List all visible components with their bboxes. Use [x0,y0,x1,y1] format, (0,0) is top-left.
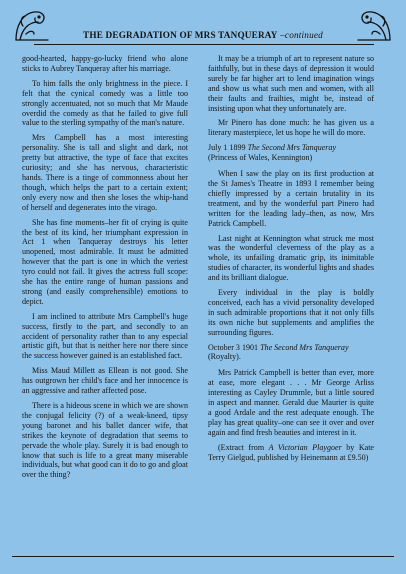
review-date: October 3 1901 [208,342,259,352]
play-title: The Second Mrs Tanqueray [247,143,337,153]
paragraph: There is a hideous scene in which we are shown the conjugal felicity (?) of a weak-kneed, tipsy young baronet and his ballet dancer wife, that strikes the keynote of degradation that seems to pervade the whole play. Surely it is bad enough to know that such is life to a great many miserable individuals, but what good can it do to go and gloat over the thing? [22,401,188,480]
credit-suffix: by Kate Terry Gielgud, published by Heinemann at £9.50) [208,442,375,462]
paragraph: Mrs Patrick Campbell is better than ever, more at ease, more elegant . . . Mr George Arliss interesting as Cayley Drummle, but a little soured in aspect and manner. Gerald due Maurier is quite a good Ardale and the rest adequate enough. The play has great quality–one can see it over and over again and find fresh beauties and interest in it. [208,368,374,437]
paragraph: To him falls the only brightness in the piece. I felt that the cynical comedy was a little too strongly accentuated, not so much that Mr Maude overdid the comedy as that he failed to give full value to the sterling sympathy of the man's nature. [22,78,188,128]
play-title: The Second Mrs Tanqueray [260,342,349,352]
review-heading-1901 [208,343,374,363]
paragraph: Miss Maud Millett as Ellean is not good. She has outgrown her child's face and her innocence is an aggressive and rather affected pose. [22,366,188,396]
page-title [0,30,406,40]
review-date: July 1 1899 [208,143,246,153]
bottom-divider [12,556,394,557]
paragraph: Mrs Campbell has a most interesting personality. She is tall and slight and dark, not pretty but attractive, the type of face that excites curiosity; and she has nervous, characteristic hands. There is a tinge of commonness about her though, which helps the part to a certain extent; only every now and then she loses the whip-hand of herself and degenerates into the virago. [22,133,188,212]
paragraph: Every individual in the play is boldly conceived, each has a vivid personality developed in such admirable proportions that it not only fills its own niche but supplements and amplifies the surrounding figures. [208,288,374,337]
venue: (Princess of Wales, Kennington) [208,153,313,163]
title-main: THE DEGRADATION OF MRS TANQUERAY [83,30,278,40]
paragraph: Mr Pinero has done much: he has given us a literary masterpiece, let us hope he will do more. [208,118,374,138]
paragraph: It may be a triumph of art to represent nature so faithfully, but in these days of depression it would surely be far higher art to lend imagination wings and show us what such men and women, with all their faults and frailties, might be, instead of insisting upon what they unfortunately are. [208,54,374,113]
venue: (Royalty). [208,352,241,362]
paragraph: She has fine moments–her fit of crying is quite the best of its kind, her triumphant expression in Act 1 when Tanqueray destroys his letter unopened, most admirable. It must be admitted however that the part is one in which the veriest tyro could not fail. It gives the actress full scope: she has the entire range of human passions and strong (and easily comprehensible) emotions to depict. [22,217,188,306]
review-heading-1899 [208,143,374,163]
paragraph: Last night at Kennington what struck me most was the wonderful cleverness of the play as a whole, its unfailing dramatic grip, its inimitable studies of character, its wonderful lights and shades and its brilliant dialogue. [208,233,374,283]
credit-book-title: A Victorian Playgoer [268,442,342,452]
paragraph: good-hearted, happy-go-lucky friend who alone sticks to Aubrey Tanqueray after his marriage. [22,54,188,73]
top-divider [34,44,374,45]
right-column [208,54,374,468]
left-column [22,54,188,485]
title-continued: –continued [280,30,323,40]
credit-prefix: (Extract from [218,442,265,452]
paragraph: When I saw the play on its first production at the St James's Theatre in 1893 I remember being chiefly impressed by a certain brutality in its treatment, and by the wonderful part Pinero had written for the leading lady–then, as now, Mrs Patrick Campbell. [208,169,374,228]
paragraph: I am inclined to attribute Mrs Campbell's huge success, firstly to the part, and secondly to an accident of personality rather than to any especial artistic gift, but that is neither here nor there since the success however gained is an established fact. [22,311,188,361]
source-credit [208,443,374,463]
